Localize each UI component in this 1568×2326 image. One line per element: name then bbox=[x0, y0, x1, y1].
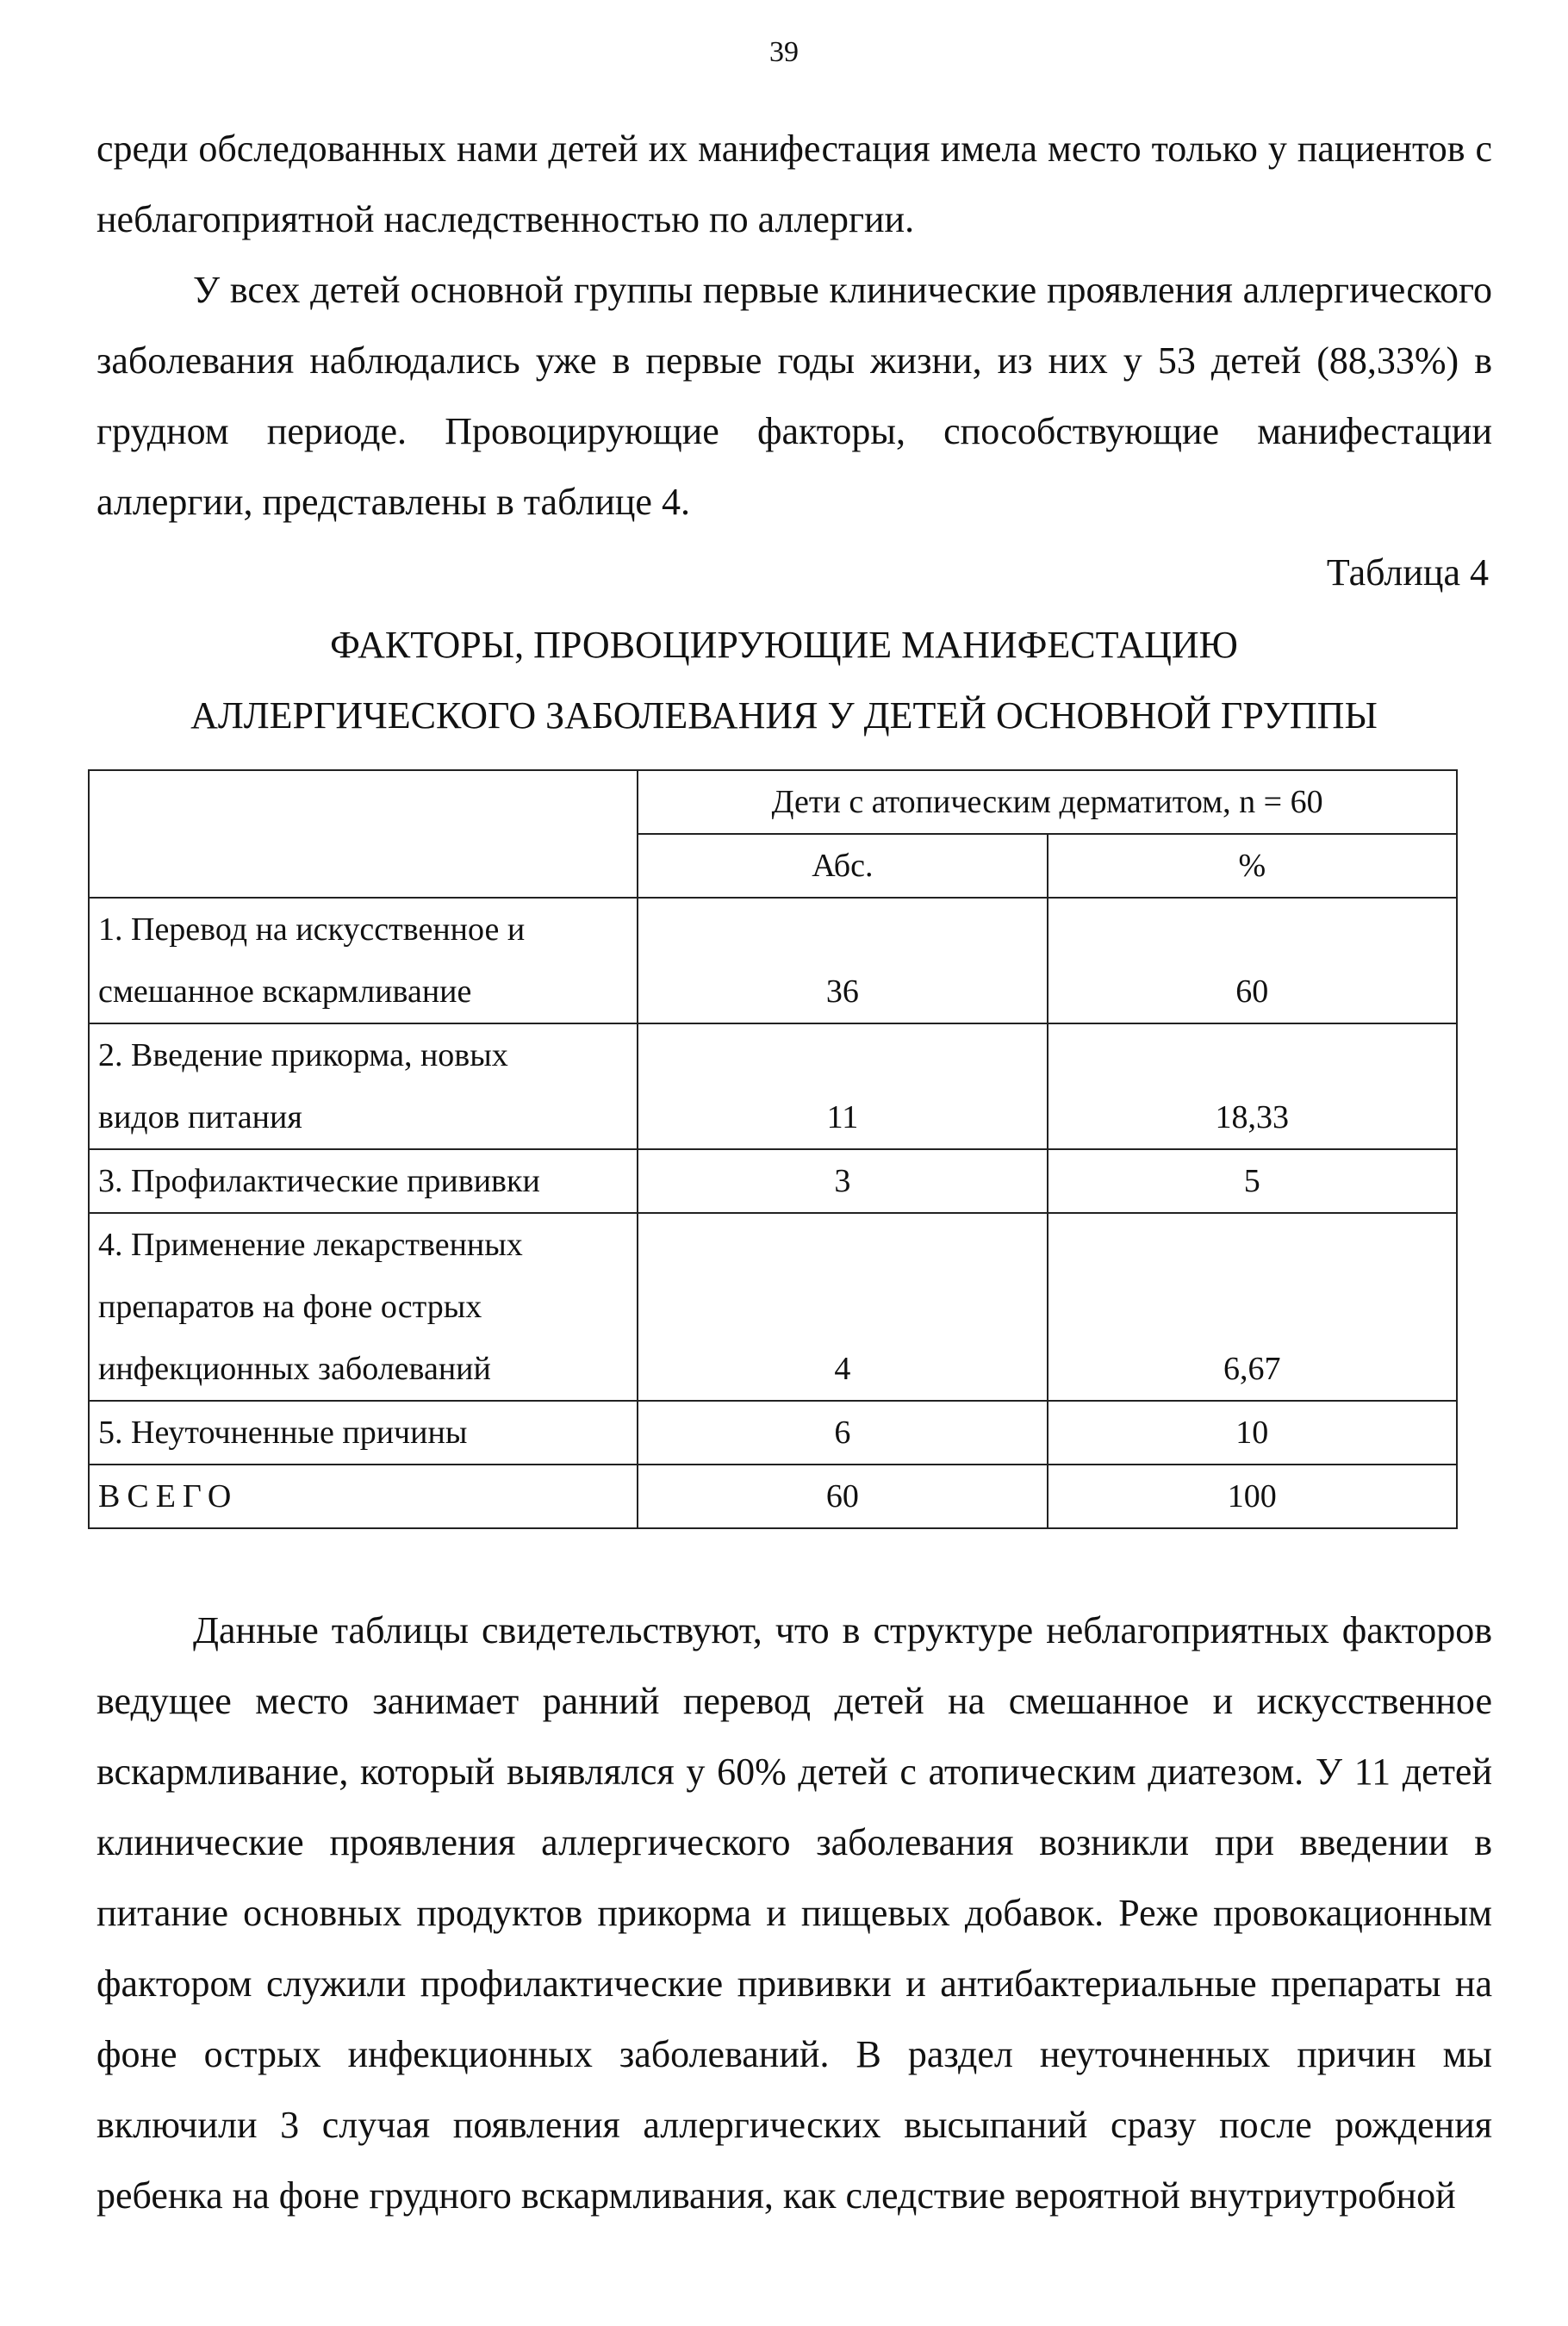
paragraph-2-text: У всех детей основной группы первые клинические проявления аллергического заболевания наблюдались уже в первые годы жизни, из них у 53 детей (88,33%) в грудном периоде. Провоцирующие факторы, способствующие манифестации аллергии, представлены в таблице 4. bbox=[96, 269, 1492, 523]
row-label bbox=[89, 1023, 638, 1149]
row-percent-value: 60 bbox=[1048, 898, 1457, 1023]
paragraph-1 bbox=[96, 114, 1492, 255]
row-label-line: 5. Неуточненные причины bbox=[98, 1415, 468, 1451]
total-abs-value: 60 bbox=[638, 1465, 1047, 1528]
column-header-abs: Абс. bbox=[638, 834, 1047, 898]
row-label-line: 3. Профилактические прививки bbox=[98, 1163, 540, 1199]
table-row bbox=[89, 1023, 1457, 1149]
row-abs-value: 3 bbox=[638, 1149, 1047, 1213]
row-label-line: смешанное вскармливание bbox=[98, 973, 472, 1010]
table-row bbox=[89, 898, 1457, 1023]
total-percent-value: 100 bbox=[1048, 1465, 1457, 1528]
row-label-line: 1. Перевод на искусственное и bbox=[98, 911, 526, 948]
row-abs-value: 4 bbox=[638, 1213, 1047, 1401]
table-row bbox=[89, 1149, 1457, 1213]
paragraph-3-text: Данные таблицы свидетельствуют, что в структуре неблагоприятных факторов ведущее место занимает ранний перевод детей на смешанное и искусственное вскармливание, который выявлялся у 60% детей с атопическим диатезом. У 11 детей клинические проявления аллергического заболевания возникли при введении в питание основных продуктов прикорма и пищевых добавок. Реже провокационным фактором служили профилактические прививки и антибактериальные препараты на фоне острых инфекционных заболеваний. В раздел неуточненных причин мы включили 3 случая появления аллергических высыпаний сразу после рождения ребенка на фоне грудного вскармливания, как следствие вероятной внутриутробной bbox=[96, 1609, 1492, 2217]
row-label-line: 2. Введение прикорма, новых bbox=[98, 1037, 508, 1073]
table-row bbox=[89, 1401, 1457, 1465]
table-corner-cell bbox=[89, 770, 638, 898]
table-title bbox=[0, 610, 1568, 751]
column-header-percent: % bbox=[1048, 834, 1457, 898]
table-total-row bbox=[89, 1465, 1457, 1528]
row-percent-value: 18,33 bbox=[1048, 1023, 1457, 1149]
paragraph-2 bbox=[96, 255, 1492, 538]
row-label bbox=[89, 898, 638, 1023]
row-label bbox=[89, 1213, 638, 1401]
row-label-line: 4. Применение лекарственных bbox=[98, 1227, 523, 1263]
factors-table bbox=[88, 769, 1458, 1529]
table-title-line-2: АЛЛЕРГИЧЕСКОГО ЗАБОЛЕВАНИЯ У ДЕТЕЙ ОСНОВНОЙ ГРУППЫ bbox=[190, 694, 1378, 737]
paragraph-1-text: среди обследованных нами детей их манифестация имела место только у пациентов с неблагоприятной наследственностью по аллергии. bbox=[96, 127, 1492, 240]
row-abs-value: 11 bbox=[638, 1023, 1047, 1149]
paragraph-3 bbox=[96, 1595, 1492, 2231]
page-number: 39 bbox=[769, 36, 799, 68]
row-label-line: инфекционных заболеваний bbox=[98, 1351, 491, 1387]
row-percent-value: 6,67 bbox=[1048, 1213, 1457, 1401]
table-title-line-1: ФАКТОРЫ, ПРОВОЦИРУЮЩИЕ МАНИФЕСТАЦИЮ bbox=[330, 624, 1238, 666]
row-label-line: препаратов на фоне острых bbox=[98, 1289, 482, 1325]
total-label: ВСЕГО bbox=[89, 1465, 638, 1528]
row-abs-value: 6 bbox=[638, 1401, 1047, 1465]
group-header-cell: Дети с атопическим дерматитом, n = 60 bbox=[638, 770, 1457, 834]
table-header-row-1 bbox=[89, 770, 1457, 834]
row-percent-value: 10 bbox=[1048, 1401, 1457, 1465]
table-caption: Таблица 4 bbox=[1326, 551, 1489, 594]
row-abs-value: 36 bbox=[638, 898, 1047, 1023]
row-label bbox=[89, 1401, 638, 1465]
row-label bbox=[89, 1149, 638, 1213]
row-label-line: видов питания bbox=[98, 1099, 302, 1135]
row-percent-value: 5 bbox=[1048, 1149, 1457, 1213]
table-row bbox=[89, 1213, 1457, 1401]
